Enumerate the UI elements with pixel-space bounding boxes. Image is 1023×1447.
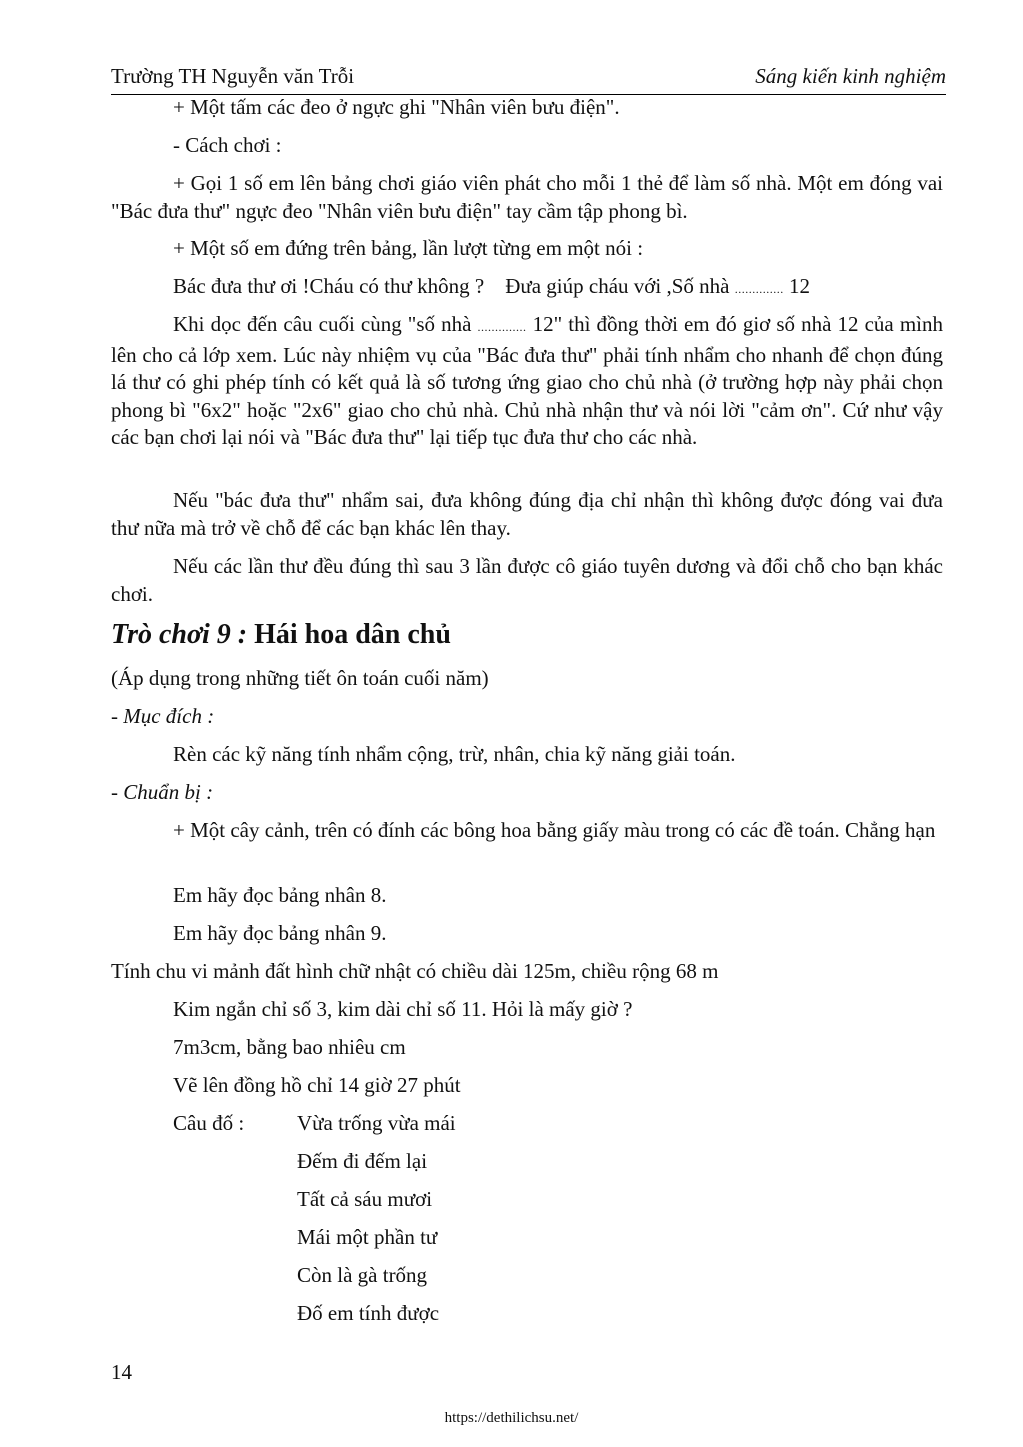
- purpose-text: Rèn các kỹ năng tính nhẩm cộng, trừ, nhân, chia kỹ năng giải toán.: [173, 742, 736, 766]
- question-2: Em hãy đọc bảng nhân 9.: [173, 921, 387, 945]
- riddle-label: Câu đố :: [173, 1111, 245, 1135]
- paragraph-call-students: + Gọi 1 số em lên bảng chơi giáo viên phát cho mỗi 1 thẻ để làm số nhà. Một em đóng vai "Bác đưa thư" ngực đeo "Nhân viên bưu điện" tay cầm tập phong bì.: [111, 171, 943, 223]
- how-to-play-label: - Cách chơi :: [173, 133, 282, 157]
- dialogue-number: 12: [788, 274, 810, 298]
- dialogue-request: Đưa giúp cháu với ,Số nhà: [505, 274, 730, 298]
- badge-line: + Một tấm các đeo ở ngực ghi "Nhân viên bưu điện".: [173, 95, 620, 119]
- explanation-start: Khi dọc đến câu cuối cùng "số nhà: [173, 312, 472, 336]
- section-prefix: Trò chơi 9 :: [111, 619, 248, 650]
- page-header: [111, 62, 946, 95]
- riddle-line: Mái một phần tư: [297, 1225, 438, 1249]
- purpose-label: - Mục đích :: [111, 704, 215, 728]
- question-5: 7m3cm, bằng bao nhiêu cm: [173, 1035, 406, 1059]
- dialogue-line: [173, 273, 810, 303]
- section-title: [111, 619, 451, 651]
- riddle-line: Còn là gà trống: [297, 1263, 428, 1287]
- riddle-line: Tất cả sáu mươi: [297, 1187, 433, 1211]
- question-4: Kim ngắn chỉ số 3, kim dài chỉ số 11. Hỏi là mấy giờ ?: [173, 997, 633, 1021]
- paragraph-reward: Nếu các lần thư đều đúng thì sau 3 lần được cô giáo tuyên dương và đổi chỗ cho bạn khác chơi.: [111, 554, 943, 606]
- dialogue-question: Bác đưa thư ơi !Cháu có thư không ?: [173, 274, 485, 298]
- dialogue-dots: ..............: [734, 282, 784, 296]
- section-name: Hái hoa dân chủ: [254, 619, 451, 650]
- applied-note: (Áp dụng trong những tiết ôn toán cuối năm): [111, 666, 489, 690]
- prep-text: + Một cây cảnh, trên có đính các bông hoa bằng giấy màu trong có các đề toán. Chẳng hạn: [173, 818, 936, 842]
- riddle-line: Vừa trống vừa mái: [297, 1111, 456, 1135]
- document-type: Sáng kiến kinh nghiệm: [755, 64, 946, 88]
- riddle-line: Đố em tính được: [297, 1301, 440, 1325]
- explanation-dots: ..............: [477, 320, 527, 334]
- question-1: Em hãy đọc bảng nhân 8.: [173, 883, 387, 907]
- prep-label: - Chuẩn bị :: [111, 780, 214, 804]
- question-6: Vẽ lên đồng hồ chỉ 14 giờ 27 phút: [173, 1073, 461, 1097]
- page-number: 14: [111, 1360, 132, 1384]
- explanation-rest: 12" thì đồng thời em đó giơ số nhà 12 của mình lên cho cả lớp xem. Lúc này nhiệm vụ của "Bác đưa thư" phải tính nhẩm cho nhanh để chọn đúng lá thư có ghi phép tính có kết quả là số tương ứng giao cho chủ nhà (ở trường hợp này phải chọn phong bì "6x2" hoặc "2x6" giao cho chủ nhà. Chủ nhà nhận thư và nói lời "cảm ơn". Cứ như vậy các bạn chơi lại nói và "Bác đưa thư" lại tiếp tục đưa thư cho các nhà.: [111, 312, 944, 449]
- students-stand-line: + Một số em đứng trên bảng, lần lượt từng em một nói :: [173, 236, 644, 260]
- paragraph-wrong-answer: Nếu "bác đưa thư" nhẩm sai, đưa không đúng địa chỉ nhận thì không được đóng vai đưa thư nữa mà trở về chỗ để các bạn khác lên thay.: [111, 488, 943, 540]
- footer-url[interactable]: https://dethilichsu.net/: [444, 1410, 579, 1426]
- school-name: Trường TH Nguyễn văn Trỗi: [111, 64, 355, 88]
- riddle-line: Đếm đi đếm lại: [297, 1149, 428, 1173]
- paragraph-explanation: [111, 311, 943, 452]
- question-3: Tính chu vi mảnh đất hình chữ nhật có chiều dài 125m, chiều rộng 68 m: [111, 959, 719, 983]
